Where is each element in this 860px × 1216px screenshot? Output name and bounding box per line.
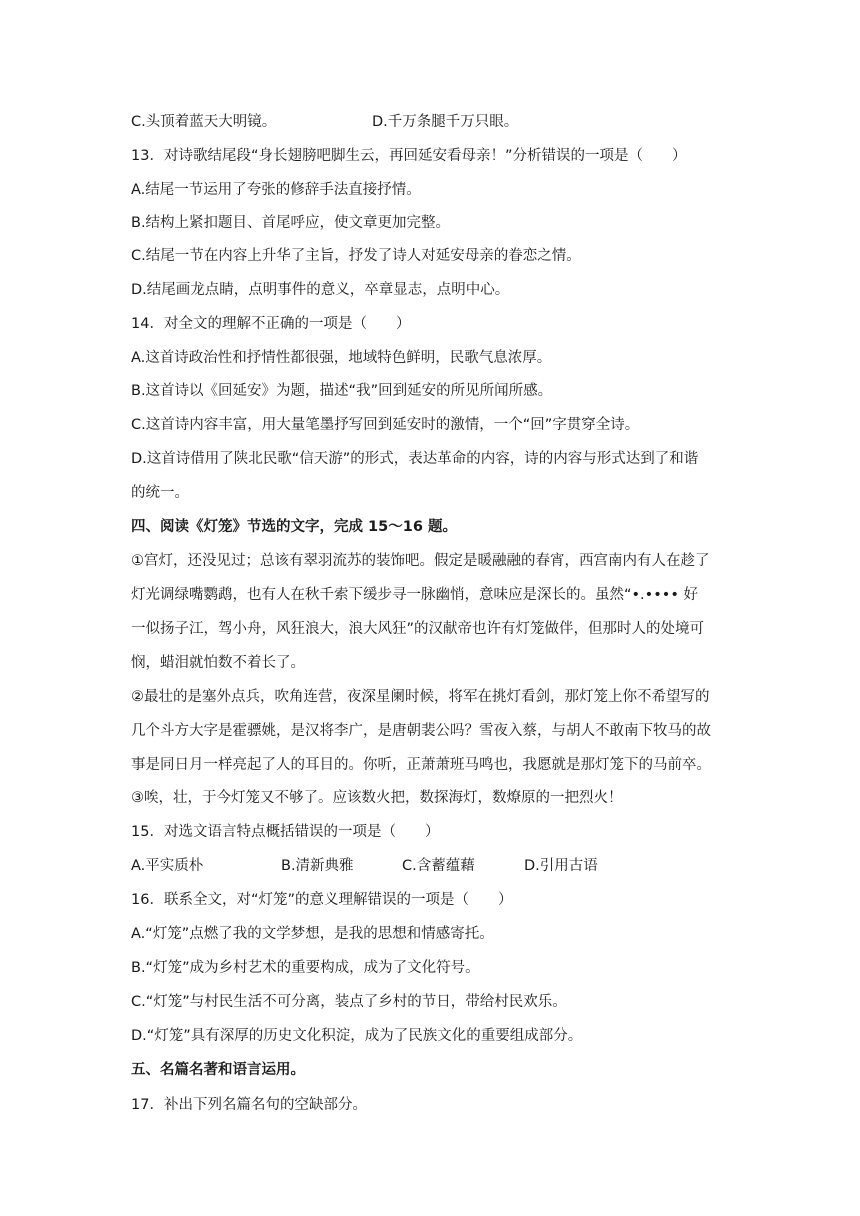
passage-p2-line-1: ②最壮的是塞外点兵，吹角连营，夜深星阑时候，将军在挑灯看剑，那灯笼上你不希望写的: [131, 689, 710, 705]
passage-p1-line-2: 灯光调绿嘴鹦鹉，也有人在秋千索下缓步寻一脉幽悄，意味应是深长的。虽然“•.•••• 好: [131, 587, 698, 603]
q14-stem: 14．对全文的理解不正确的一项是（ ）: [131, 316, 411, 332]
q13-option-b: B.结构上紧扣题目、首尾呼应，使文章更加完整。: [131, 215, 451, 231]
passage-p2-line-3: 事是同日月一样亮起了人的耳目的。你听，正萧萧班马鸣也，我愿就是那灯笼下的马前卒。: [131, 757, 711, 773]
q16-option-d: D.“灯笼”具有深厚的历史文化积淀，成为了民族文化的重要组成部分。: [131, 1028, 583, 1044]
q17-stem: 17．补出下列名篇名句的空缺部分。: [131, 1097, 367, 1113]
passage-p1-line-3: 一似扬子江，驾小舟，风狂浪大，浪大风狂”的汉献帝也许有灯笼做伴，但那时人的处境可: [131, 621, 705, 637]
q14-option-b: B.这首诗以《回延安》为题，描述“我”回到延安的所见所闻所感。: [131, 383, 553, 399]
q16-option-a: A.“灯笼”点燃了我的文学梦想，是我的思想和情感寄托。: [131, 926, 494, 942]
section4-heading: 四、阅读《灯笼》节选的文字，完成 15～16 题。: [131, 519, 457, 535]
q16-option-c: C.“灯笼”与村民生活不可分离，装点了乡村的节日，带给村民欢乐。: [131, 994, 567, 1010]
q12-option-d: D.千万条腿千万只眼。: [372, 114, 519, 130]
q12-option-c: C.头顶着蓝天大明镜。: [131, 114, 277, 130]
q14-option-d-continued: 的统一。: [131, 485, 189, 501]
passage-p1-line-4: 悯，蜡泪就怕数不着长了。: [131, 655, 305, 671]
passage-p1-line-1: ①宫灯，还没见过；总该有翠羽流苏的装饰吧。假定是暖融融的春宵，西宫南内有人在趁了: [131, 553, 710, 569]
q15-option-a: A.平实质朴: [131, 858, 204, 874]
q15-option-d: D.引用古语: [524, 858, 598, 874]
q13-option-a: A.结尾一节运用了夸张的修辞手法直接抒情。: [131, 182, 421, 198]
section5-heading: 五、名篇名著和语言运用。: [131, 1062, 305, 1078]
q15-stem: 15．对选文语言特点概括错误的一项是（ ）: [131, 824, 440, 840]
q14-option-c: C.这首诗内容丰富，用大量笔墨抒写回到延安时的激情，一个“回”字贯穿全诗。: [131, 417, 640, 433]
q13-option-c: C.结尾一节在内容上升华了主旨，抒发了诗人对延安母亲的眷恋之情。: [131, 248, 581, 264]
q14-option-a: A.这首诗政治性和抒情性都很强，地域特色鲜明，民歌气息浓厚。: [131, 350, 552, 366]
q16-option-b: B.“灯笼”成为乡村艺术的重要构成，成为了文化符号。: [131, 960, 480, 976]
q15-option-b: B.清新典雅: [281, 858, 354, 874]
passage-p2-line-2: 几个斗方大字是霍骠姚，是汉将李广，是唐朝裴公吗？雪夜入蔡，与胡人不敢南下牧马的故: [131, 723, 711, 739]
q15-option-c: C.含蓄蕴藉: [402, 858, 475, 874]
q13-option-d: D.结尾画龙点睛，点明事件的意义，卒章显志，点明中心。: [131, 282, 510, 298]
q16-stem: 16．联系全文，对“灯笼”的意义理解错误的一项是（ ）: [131, 892, 513, 908]
q14-option-d: D.这首诗借用了陕北民歌“信天游”的形式，表达革命的内容，诗的内容与形式达到了和谐: [131, 451, 699, 467]
passage-p3: ③唉，壮，于今灯笼又不够了。应该数火把，数探海灯，数燎原的一把烈火！: [131, 790, 623, 806]
q13-stem: 13．对诗歌结尾段“身长翅膀吧脚生云，再回延安看母亲！”分析错误的一项是（ ）: [131, 148, 687, 164]
